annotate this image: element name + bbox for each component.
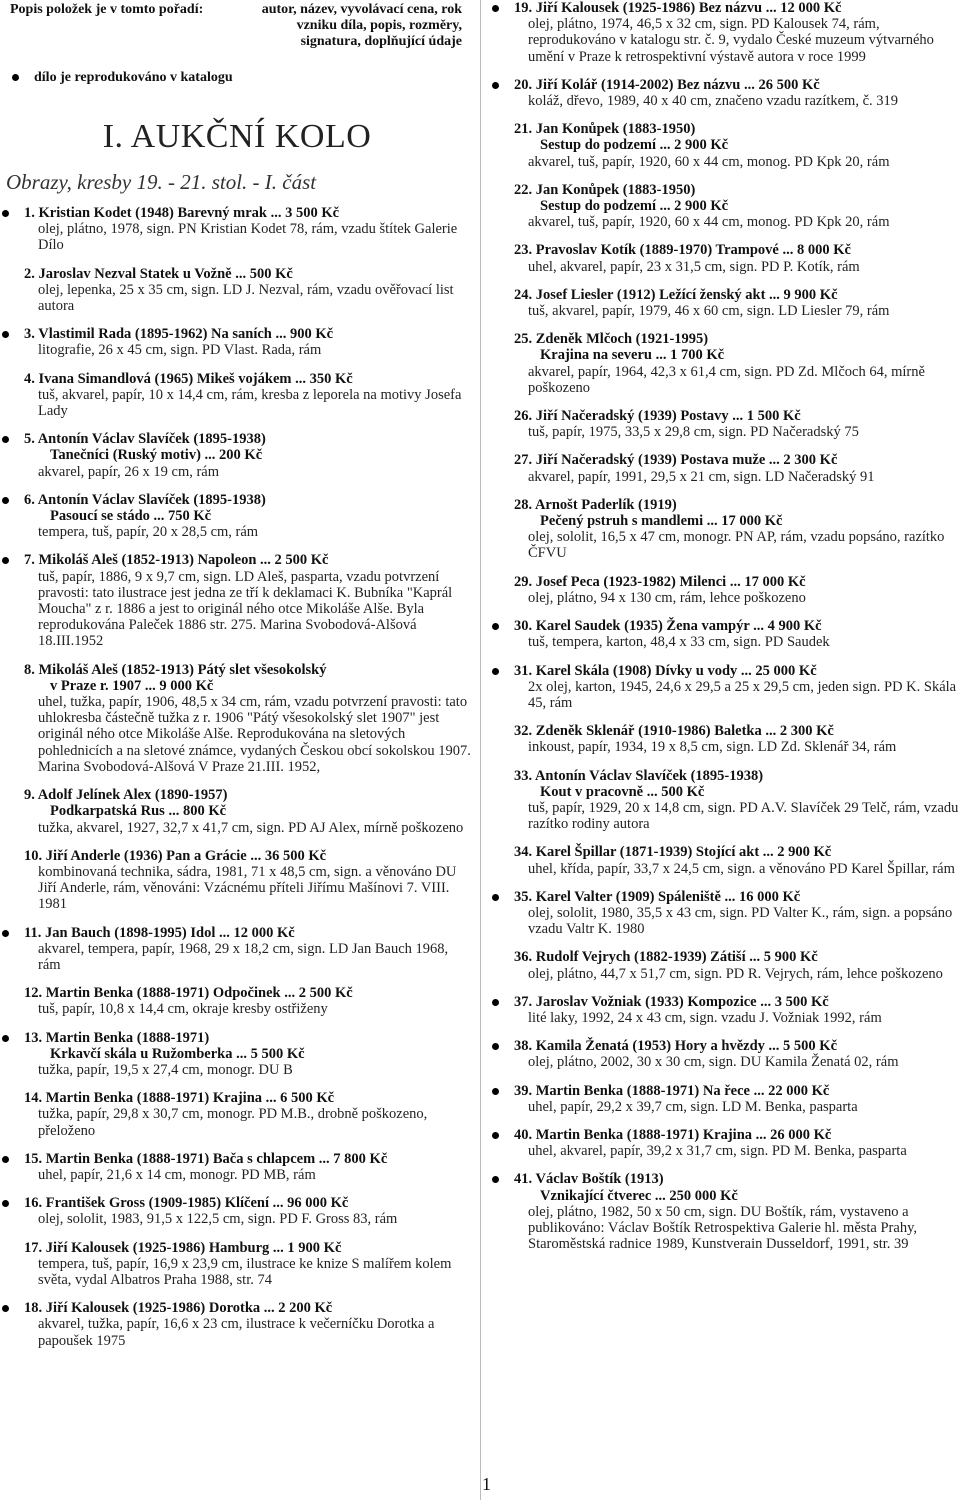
lot-heading: 21. Jan Konůpek (1883-1950)	[514, 121, 696, 138]
lot-item	[492, 1038, 960, 1070]
lot-description: olej, plátno, 2002, 30 x 30 cm, sign. DU Kamila Ženatá 02, rám	[528, 1054, 899, 1071]
lot-item	[2, 787, 472, 836]
lot-title: Pečený pstruh s mandlemi ... 17 000 Kč	[540, 513, 783, 530]
lot-description: olej, lepenka, 25 x 35 cm, sign. LD J. Nezval, rám, vzadu ověřovací list autora	[38, 281, 454, 315]
bullet-icon	[2, 331, 9, 338]
lot-description: tuš, papír, 1886, 9 x 9,7 cm, sign. LD Aleš, pasparta, vzadu potvrzení pravosti: tato ilustrace jest jedna ze tří k deklamaci K. Bubníka "Kaprál Moucha" z r. 1886 a jest to originál ného otce Mikoláše Alše. Byla reprodukována Paleček 1886 str. 275. Marina Svobodová-Alšová 18.III.1952	[38, 568, 453, 650]
lot-heading: 13. Martin Benka (1888-1971)	[24, 1029, 210, 1046]
lot-description: tuš, akvarel, papír, 10 x 14,4 cm, rám, kresba z leporela na motivy Josefa Lady	[38, 386, 462, 420]
lot-description: akvarel, tuš, papír, 1920, 60 x 44 cm, monog. PD Kpk 20, rám	[528, 153, 890, 170]
lot-heading: 39. Martin Benka (1888-1971) Na řece ... 22 000 Kč	[514, 1082, 830, 1099]
lot-item	[492, 723, 960, 755]
lot-item	[492, 287, 960, 319]
lot-heading: 8. Mikoláš Aleš (1852-1913) Pátý slet všesokolský	[24, 661, 327, 678]
lot-item	[2, 848, 472, 913]
bullet-icon	[2, 436, 9, 443]
legend-info: autor, název, vyvolávací cena, rok vzniku díla, popis, rozměry, signatura, doplňující údaje	[261, 2, 462, 49]
lot-description: tuš, papír, 1929, 20 x 14,8 cm, sign. PD A.V. Slavíček 29 Telč, rám, vzadu razítko rodiny autora	[528, 799, 959, 833]
lot-title: Podkarpatská Rus ... 800 Kč	[50, 803, 227, 820]
lot-item	[492, 949, 960, 981]
lot-description: tuš, papír, 10,8 x 14,4 cm, okraje kresby ostřiženy	[38, 1001, 328, 1018]
lot-heading: 2. Jaroslav Nezval Statek u Vožně ... 500 Kč	[24, 265, 293, 282]
lot-heading: 14. Martin Benka (1888-1971) Krajina ... 6 500 Kč	[24, 1090, 335, 1107]
lot-item	[492, 0, 960, 65]
lot-item	[2, 1300, 472, 1349]
lot-description: uhel, tužka, papír, 1906, 48,5 x 34 cm, rám, vzadu potvrzení pravosti: tato uhlokresba částečně tužka z r. 1906 "Pátý všesokolský slet 1907" jest originál ného otce Mikoláše Alše. Reprodukována na sletových pohlednicích a na sletové známce, vydaných Českou obcí sokolskou 1907. Marina Svobodová-Alšová V Praze 21.III. 1952,	[38, 694, 471, 775]
bullet-icon	[2, 210, 9, 217]
lot-description: tempera, tuš, papír, 20 x 28,5 cm, rám	[38, 524, 259, 541]
bullet-icon	[2, 1305, 9, 1312]
lot-item	[2, 1195, 472, 1227]
lot-item	[492, 618, 960, 650]
lot-item	[492, 182, 960, 231]
lot-item	[2, 371, 472, 420]
bullet-icon	[492, 1088, 499, 1095]
lot-heading: 30. Karel Saudek (1935) Žena vampýr ... 4 900 Kč	[514, 618, 822, 635]
bullet-icon	[492, 1132, 499, 1139]
lot-heading: 7. Mikoláš Aleš (1852-1913) Napoleon ... 2 500 Kč	[24, 552, 329, 569]
lot-heading: 25. Zdeněk Mlčoch (1921-1995)	[514, 331, 709, 348]
lot-heading: 37. Jaroslav Vožniak (1933) Kompozice ... 3 500 Kč	[514, 993, 829, 1010]
lot-heading: 9. Adolf Jelínek Alex (1890-1957)	[24, 787, 228, 804]
lot-title: Krkavčí skála u Ružomberka ... 5 500 Kč	[50, 1045, 305, 1062]
lot-item	[2, 266, 472, 315]
lot-heading: 31. Karel Skála (1908) Dívky u vody ... 25 000 Kč	[514, 662, 817, 679]
page-number: 1	[482, 1474, 491, 1494]
lot-description: akvarel, tužka, papír, 16,6 x 23 cm, ilustrace k večerníčku Dorotka a papoušek 1975	[38, 1316, 435, 1349]
lot-heading: 24. Josef Liesler (1912) Ležící ženský akt ... 9 900 Kč	[514, 286, 838, 303]
bullet-icon	[492, 1176, 499, 1183]
lot-description: uhel, akvarel, papír, 39,2 x 31,7 cm, sign. PD M. Benka, pasparta	[528, 1143, 907, 1160]
lot-item	[2, 552, 472, 649]
lot-item	[2, 205, 472, 254]
lot-description: akvarel, tempera, papír, 1968, 29 x 18,2 cm, sign. LD Jan Bauch 1968, rám	[38, 940, 449, 973]
lot-item	[2, 1030, 472, 1079]
lot-heading: 12. Martin Benka (1888-1971) Odpočinek ... 2 500 Kč	[24, 985, 353, 1002]
bullet-icon	[492, 668, 499, 675]
lot-heading: 17. Jiří Kalousek (1925-1986) Hamburg ... 1 900 Kč	[24, 1239, 342, 1256]
lot-item	[492, 844, 960, 876]
lot-description: inkoust, papír, 1934, 19 x 8,5 cm, sign. LD Zd. Sklenář 34, rám	[528, 739, 897, 756]
lot-item	[492, 768, 960, 833]
lot-heading: 41. Václav Boštík (1913)	[514, 1171, 664, 1188]
bullet-icon	[2, 497, 9, 504]
lot-description: akvarel, papír, 26 x 19 cm, rám	[38, 463, 220, 480]
lot-heading: 5. Antonín Václav Slavíček (1895-1938)	[24, 431, 266, 448]
lot-description: olej, plátno, 1974, 46,5 x 32 cm, sign. PD Kalousek 74, rám, reprodukováno v katalogu str. č. 9, vydalo České muzeum výtvarného umění v Praze k retrospektivní výstavě autora v roce 1999	[528, 16, 934, 65]
lot-item	[492, 994, 960, 1026]
lot-heading: 4. Ivana Simandlová (1965) Mikeš vojákem ... 350 Kč	[24, 370, 353, 387]
left-column	[2, 0, 472, 1361]
lot-heading: 40. Martin Benka (1888-1971) Krajina ... 26 000 Kč	[514, 1126, 832, 1143]
lot-heading: 38. Kamila Ženatá (1953) Hory a hvězdy ... 5 500 Kč	[514, 1038, 838, 1055]
lot-title: Vznikající čtverec ... 250 000 Kč	[540, 1187, 738, 1204]
bullet-icon	[492, 5, 499, 12]
lot-description: 2x olej, karton, 1945, 24,6 x 29,5 a 25 x 29,5 cm, jeden sign. PD K. Skála 45, rám	[528, 678, 957, 711]
lot-description: uhel, papír, 29,2 x 39,7 cm, sign. LD M. Benka, pasparta	[528, 1098, 858, 1115]
lot-description: tužka, papír, 19,5 x 27,4 cm, monogr. DU B	[38, 1061, 293, 1078]
legend-label: Popis položek je v tomto pořadí:	[10, 2, 204, 17]
lot-heading: 29. Josef Peca (1923-1982) Milenci ... 17 000 Kč	[514, 573, 806, 590]
lot-title: Pasoucí se stádo ... 750 Kč	[50, 508, 212, 525]
lot-description: olej, plátno, 44,7 x 51,7 cm, sign. PD R. Vejrych, rám, lehce poškozeno	[528, 965, 943, 982]
lot-title: Sestup do podzemí ... 2 900 Kč	[540, 137, 729, 154]
bullet-icon	[492, 1043, 499, 1050]
lot-item	[492, 408, 960, 440]
lot-heading: 28. Arnošt Paderlík (1919)	[514, 496, 677, 513]
lot-description: olej, sololit, 1983, 91,5 x 122,5 cm, sign. PD F. Gross 83, rám	[38, 1211, 398, 1228]
bullet-icon	[2, 557, 9, 564]
lot-item	[2, 985, 472, 1017]
lot-item	[492, 1127, 960, 1159]
catalog-legend	[2, 0, 472, 110]
lot-description: akvarel, papír, 1964, 42,3 x 61,4 cm, sign. PD Zd. Mlčoch 64, mírně poškozeno	[528, 363, 925, 396]
lot-heading: 3. Vlastimil Rada (1895-1962) Na saních ... 900 Kč	[24, 326, 334, 343]
lot-item	[492, 77, 960, 109]
lot-title: Krajina na severu ... 1 700 Kč	[540, 347, 725, 364]
lot-description: akvarel, papír, 1991, 29,5 x 21 cm, sign. LD Načeradský 91	[528, 468, 875, 485]
lot-description: koláž, dřevo, 1989, 40 x 40 cm, značeno vzadu razítkem, č. 319	[528, 93, 899, 110]
bullet-icon	[12, 74, 19, 81]
lot-description: tempera, tuš, papír, 16,9 x 23,9 cm, ilustrace ke knize S malířem kolem světa, vydal Albatros Praha 1988, str. 74	[38, 1255, 452, 1288]
lot-description: olej, plátno, 94 x 130 cm, rám, lehce poškozeno	[528, 589, 806, 606]
lot-heading: 10. Jiří Anderle (1936) Pan a Grácie ... 36 500 Kč	[24, 847, 327, 864]
lot-description: uhel, akvarel, papír, 23 x 31,5 cm, sign. PD P. Kotík, rám	[528, 258, 860, 275]
bullet-icon	[492, 894, 499, 901]
lot-item	[2, 1090, 472, 1139]
lot-description: olej, plátno, 1978, sign. PN Kristian Kodet 78, rám, vzadu štítek Galerie Dílo	[38, 221, 458, 254]
bullet-icon	[492, 999, 499, 1006]
lot-heading: 26. Jiří Načeradský (1939) Postavy ... 1 500 Kč	[514, 408, 801, 425]
lot-heading: 16. František Gross (1909-1985) Klíčení ... 96 000 Kč	[24, 1195, 349, 1212]
lot-description: uhel, papír, 21,6 x 14 cm, monogr. PD MB, rám	[38, 1166, 316, 1183]
lot-description: uhel, křída, papír, 33,7 x 24,5 cm, sign. a věnováno PD Karel Špillar, rám	[528, 860, 955, 877]
lot-description: tuš, papír, 1975, 33,5 x 29,8 cm, sign. PD Načeradský 75	[528, 424, 859, 441]
lot-item	[2, 326, 472, 358]
lot-heading: 35. Karel Valter (1909) Spáleniště ... 16 000 Kč	[514, 888, 801, 905]
bullet-icon	[492, 82, 499, 89]
lot-item	[2, 431, 472, 480]
lot-heading: 27. Jiří Načeradský (1939) Postava muže ... 2 300 Kč	[514, 452, 838, 469]
lot-item	[492, 242, 960, 274]
lot-description: kombinovaná technika, sádra, 1981, 71 x 48,5 cm, sign. a věnováno DU Jiří Anderle, rám, věnováni: Vzácnému příteli Jiřímu Mašínovi 7. VIII. 1981	[38, 863, 457, 913]
lot-description: akvarel, tuš, papír, 1920, 60 x 44 cm, monog. PD Kpk 20, rám	[528, 214, 890, 231]
lot-title: Tanečníci (Ruský motiv) ... 200 Kč	[50, 447, 263, 464]
section-subtitle: Obrazy, kresby 19. - 21. stol. - I. část	[6, 170, 317, 194]
lot-title: Kout v pracovně ... 500 Kč	[540, 783, 705, 800]
bullet-icon	[2, 1200, 9, 1207]
lot-item	[2, 925, 472, 974]
lot-heading: 36. Rudolf Vejrych (1882-1939) Zátiší ... 5 900 Kč	[514, 949, 818, 966]
lot-item	[2, 1151, 472, 1183]
lot-description: olej, sololit, 16,5 x 47 cm, monogr. PN AP, rám, vzadu popsáno, razítko ČFVU	[528, 529, 945, 562]
bullet-icon	[2, 1156, 9, 1163]
lot-description: tuš, tempera, karton, 48,4 x 33 cm, sign. PD Saudek	[528, 634, 830, 651]
bullet-icon	[2, 930, 9, 937]
column-divider	[480, 0, 481, 1500]
lot-item	[492, 663, 960, 712]
lot-item	[2, 1240, 472, 1289]
lot-item	[492, 1171, 960, 1252]
lot-description: tuš, akvarel, papír, 1979, 46 x 60 cm, sign. LD Liesler 79, rám	[528, 303, 890, 320]
lot-list-left	[2, 205, 472, 1349]
lot-description: tužka, papír, 29,8 x 30,7 cm, monogr. PD M.B., drobně poškozeno, přeloženo	[38, 1106, 428, 1139]
lot-description: olej, plátno, 1982, 50 x 50 cm, sign. DU Boštík, rám, vystaveno a publikováno: Václav Boštík Retrospektiva Galerie hl. města Prahy, Staroměstská radnice 1989, Kunstverain Dusseldorf, 1991, str. 39	[528, 1203, 918, 1253]
lot-title: v Praze r. 1907 ... 9 000 Kč	[50, 677, 214, 694]
lot-heading: 1. Kristian Kodet (1948) Barevný mrak ... 3 500 Kč	[24, 205, 340, 221]
lot-item	[492, 497, 960, 562]
lot-heading: 33. Antonín Václav Slavíček (1895-1938)	[514, 767, 764, 784]
lot-item	[492, 889, 960, 938]
lot-description: tužka, akvarel, 1927, 32,7 x 41,7 cm, sign. PD AJ Alex, mírně poškozeno	[38, 819, 464, 836]
lot-item	[492, 331, 960, 396]
lot-description: litografie, 26 x 45 cm, sign. PD Vlast. Rada, rám	[38, 342, 322, 359]
lot-heading: 20. Jiří Kolář (1914-2002) Bez názvu ... 26 500 Kč	[514, 76, 820, 93]
lot-heading: 11. Jan Bauch (1898-1995) Idol ... 12 000 Kč	[24, 924, 295, 941]
lot-heading: 6. Antonín Václav Slavíček (1895-1938)	[24, 491, 266, 508]
lot-description: lité laky, 1992, 24 x 43 cm, sign. vzadu J. Vožniak 1992, rám	[528, 1009, 882, 1026]
lot-item	[492, 1083, 960, 1115]
lot-description: olej, sololit, 1980, 35,5 x 43 cm, sign. PD Valter K., rám, sign. a popsáno vzadu Valtr K. 1980	[528, 904, 953, 938]
lot-heading: 32. Zdeněk Sklenář (1910-1986) Baletka ... 2 300 Kč	[514, 723, 834, 740]
page-title: I. AUKČNÍ KOLO	[102, 118, 372, 155]
lot-heading: 18. Jiří Kalousek (1925-1986) Dorotka ... 2 200 Kč	[24, 1300, 333, 1317]
lot-list-right	[492, 0, 960, 1252]
bullet-icon	[492, 623, 499, 630]
bullet-icon	[2, 1035, 9, 1042]
lot-heading: 19. Jiří Kalousek (1925-1986) Bez názvu ... 12 000 Kč	[514, 0, 842, 16]
lot-heading: 23. Pravoslav Kotík (1889-1970) Trampové ... 8 000 Kč	[514, 242, 851, 259]
legend-note: dílo je reprodukováno v katalogu	[34, 70, 233, 85]
lot-item	[2, 662, 472, 775]
lot-item	[492, 574, 960, 606]
lot-heading: 22. Jan Konůpek (1883-1950)	[514, 181, 696, 198]
lot-item	[492, 121, 960, 170]
lot-heading: 34. Karel Špillar (1871-1939) Stojící akt ... 2 900 Kč	[514, 844, 832, 861]
lot-item	[492, 452, 960, 484]
lot-heading: 15. Martin Benka (1888-1971) Bača s chlapcem ... 7 800 Kč	[24, 1150, 388, 1167]
lot-item	[2, 492, 472, 541]
right-column	[492, 0, 960, 1264]
lot-title: Sestup do podzemí ... 2 900 Kč	[540, 198, 729, 215]
